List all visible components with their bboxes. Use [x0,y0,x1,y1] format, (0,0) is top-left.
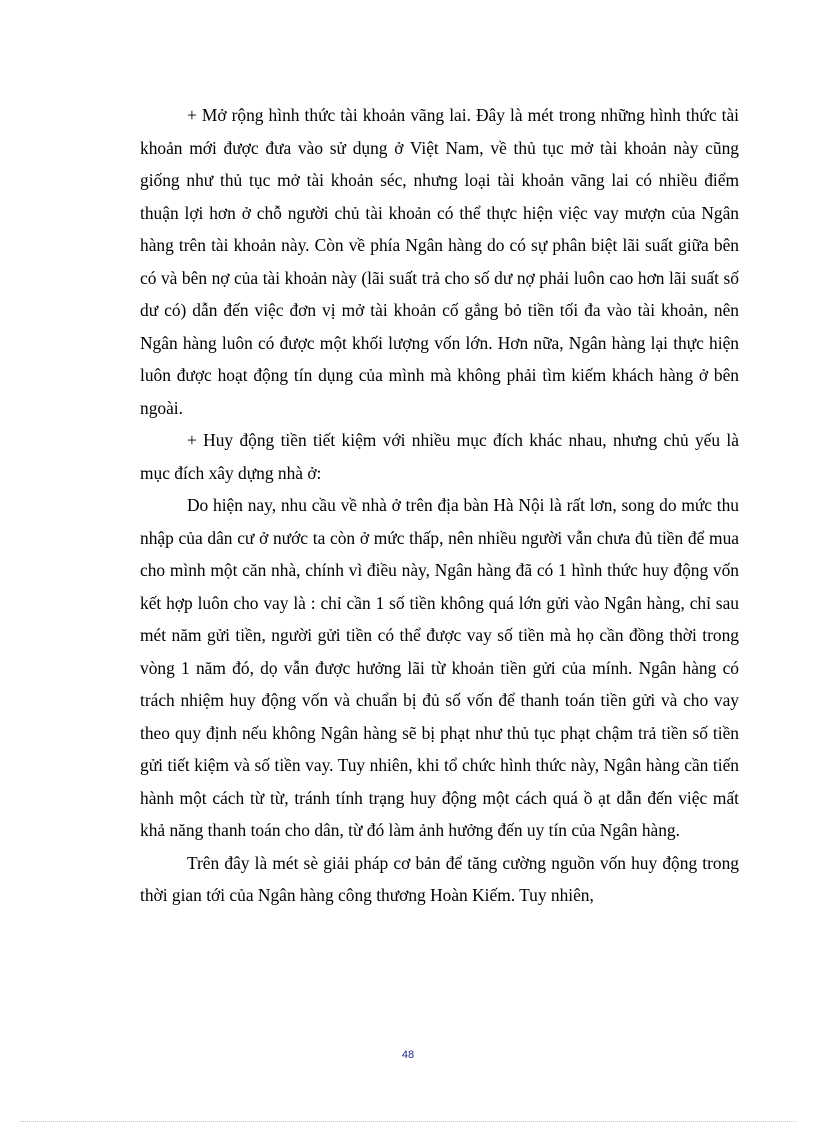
paragraph-savings-mobilization: + Huy động tiền tiết kiệm với nhiều mục đích khác nhau, nhưng chủ yếu là mục đích xây dựng nhà ở: [140,430,739,483]
page-edge-divider [20,1121,796,1122]
page-number: 48 [401,1049,415,1061]
body-text [140,99,739,912]
paragraph-summary: Trên đây là mét sè giải pháp cơ bản để tăng cường nguồn vốn huy động trong thời gian tới của Ngân hàng công thương Hoàn Kiếm. Tuy nhiên, [140,852,739,905]
paragraph-housing-demand: Do hiện nay, nhu cầu về nhà ở trên địa bàn Hà Nội là rất lơn, song do mức thu nhập của dân cư ở nước ta còn ở mức thấp, nên nhiều người vẫn chưa đủ tiền để mua cho mình một căn nhà, chính vì điều này, Ngân hàng đã có 1 hình thức huy động vốn kết hợp luôn cho vay là : chỉ cần 1 số tiền không quá lớn gửi vào Ngân hàng, chỉ sau mét năm gửi tiền, người gửi tiền có thể được vay số tiền mà họ cần đồng thời trong vòng 1 năm đó, dọ vẫn được hưởng lãi từ khoản tiền gửi của mính. Ngân hàng có trách nhiệm huy động vốn và chuẩn bị đủ số vốn để thanh toán tiền gửi và cho vay theo quy định nếu không Ngân hàng sẽ bị phạt như thủ tục phạt chậm trả tiền số tiền gửi tiết kiệm và số tiền vay. Tuy nhiên, khi tổ chức hình thức này, Ngân hàng cần tiến hành một cách từ từ, tránh tính trạng huy động một cách quá ồ ạt dẫn đến việc mất khả năng thanh toán cho dân, từ đó làm ảnh hưởng đến uy tín của Ngân hàng. [140,495,739,840]
paragraph-current-account: + Mở rộng hình thức tài khoản vãng lai. Đây là mét trong những hình thức tài khoản mới được đưa vào sử dụng ở Việt Nam, về thủ tục mở tài khoản này cũng giống như thủ tục mở tài khoản séc, nhưng loại tài khoản vãng lai có nhiều điểm thuận lợi hơn ở chỗ người chủ tài khoản có thể thực hiện việc vay mượn của Ngân hàng trên tài khoản này. Còn về phía Ngân hàng do có sự phân biệt lãi suất giữa bên có và bên nợ của tài khoản này (lãi suất trả cho số dư nợ phải luôn cao hơn lãi suất số dư có) dẫn đến việc đơn vị mở tài khoản cố gắng bỏ tiền tối đa vào tài khoản, nên Ngân hàng luôn có được một khối lượng vốn lớn. Hơn nữa, Ngân hàng lại thực hiện luôn được hoạt động tín dụng của mình mà không phải tìm kiếm khách hàng ở bên ngoài. [140,105,739,418]
